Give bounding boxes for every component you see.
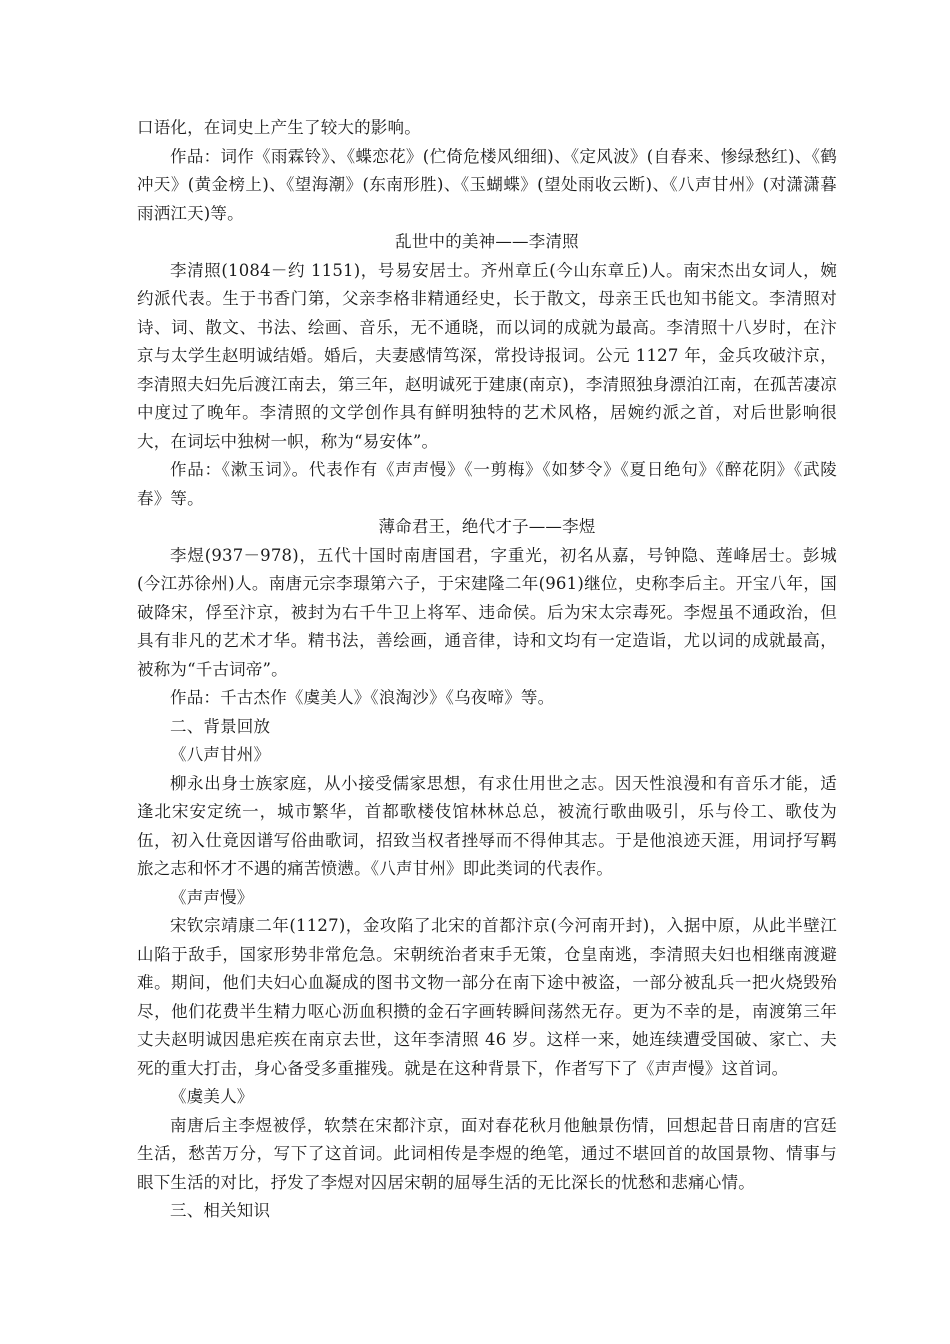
document-body [137, 114, 837, 1226]
background-title-yumeiren: 《虞美人》 [170, 1087, 254, 1106]
intro-tail-paragraph: 口语化，在词史上产生了较大的影响。 [137, 118, 421, 137]
background-text-shengshengman: 宋钦宗靖康二年(1127)，金攻陷了北宋的首都汴京(今河南开封)，入据中原，从此半壁江山陷于敌手，国家形势非常危急。宋朝统治者束手无策，仓皇南逃，李清照夫妇也相继南渡避难。期间，他们夫妇心血凝成的图书文物一部分在南下途中被盗，一部分被乱兵一把火烧毁殆尽，他们花费半生精力呕心沥血积攒的金石字画转瞬间荡然无存。更为不幸的是，南渡第三年丈夫赵明诚因患疟疾在南京去世，这年李清照 46 岁。这样一来，她连续遭受国破、家亡、夫死的重大打击，身心备受多重摧残。就是在这种背景下，作者写下了《声声慢》这首词。 [137, 916, 837, 1078]
li-yu-bio-paragraph: 李煜(937－978)，五代十国时南唐国君，字重光，初名从嘉，号钟隐、莲峰居士。彭城(今江苏徐州)人。南唐元宗李璟第六子，于宋建隆二年(961)继位，史称李后主。开宝八年，国破降宋，俘至汴京，被封为右千牛卫上将军、违命侯。后为宋太宗毒死。李煜虽不通政治，但具有非凡的艺术才华。精书法，善绘画，通音律，诗和文均有一定造诣，尤以词的成就最高，被称为“千古词帝”。 [137, 545, 837, 679]
li-yu-works-paragraph: 作品：千古杰作《虞美人》《浪淘沙》《乌夜啼》等。 [170, 688, 555, 707]
background-text-bashengganzhou: 柳永出身士族家庭，从小接受儒家思想，有求仕用世之志。因天性浪漫和有音乐才能，适逢北宋安定统一，城市繁华，首都歌楼伎馆林林总总，被流行歌曲吸引，乐与伶工、歌伎为伍，初入仕竟因谱写俗曲歌词，招致当权者挫辱而不得伸其志。于是他浪迹天涯，用词抒写羁旅之志和怀才不遇的痛苦愤懑。《八声甘州》即此类词的代表作。 [137, 773, 837, 878]
li-qingzhao-heading: 乱世中的美神——李清照 [395, 232, 579, 251]
liu-yong-works-paragraph: 作品：词作《雨霖铃》、《蝶恋花》(伫倚危楼风细细)、《定风波》(自春来、惨绿愁红)、《鹤冲天》(黄金榜上)、《望海潮》(东南形胜)、《玉蝴蝶》(望处雨收云断)、《八声甘州》(对潇潇暮雨洒江天)等。 [137, 146, 837, 223]
li-qingzhao-works-paragraph: 作品：《漱玉词》。代表作有《声声慢》《一剪梅》《如梦令》《夏日绝句》《醉花阴》《武陵春》等。 [137, 460, 837, 508]
background-title-bashengganzhou: 《八声甘州》 [170, 745, 271, 764]
li-yu-heading: 薄命君王，绝代才子——李煜 [378, 517, 596, 536]
section-three-title: 三、相关知识 [170, 1201, 271, 1220]
background-text-yumeiren: 南唐后主李煜被俘，软禁在宋都汴京，面对春花秋月他触景伤情，回想起昔日南唐的宫廷生活，愁苦万分，写下了这首词。此词相传是李煜的绝笔，通过不堪回首的故国景物、情事与眼下生活的对比，抒发了李煜对囚居宋朝的屈辱生活的无比深长的忧愁和悲痛心情。 [137, 1115, 837, 1192]
li-qingzhao-bio-paragraph: 李清照(1084－约 1151)，号易安居士。齐州章丘(今山东章丘)人。南宋杰出女词人，婉约派代表。生于书香门第，父亲李格非精通经史，长于散文，母亲王氏也知书能文。李清照对诗、词、散文、书法、绘画、音乐，无不通晓，而以词的成就为最高。李清照十八岁时，在汴京与太学生赵明诚结婚。婚后，夫妻感情笃深，常投诗报词。公元 1127 年，金兵攻破汴京，李清照夫妇先后渡江南去，第三年，赵明诚死于建康(南京)，李清照独身漂泊江南，在孤苦凄凉中度过了晚年。李清照的文学创作具有鲜明独特的艺术风格，居婉约派之首，对后世影响很大，在词坛中独树一帜，称为“易安体”。 [137, 260, 837, 451]
background-title-shengshengman: 《声声慢》 [170, 887, 254, 907]
section-two-title: 二、背景回放 [170, 716, 271, 736]
